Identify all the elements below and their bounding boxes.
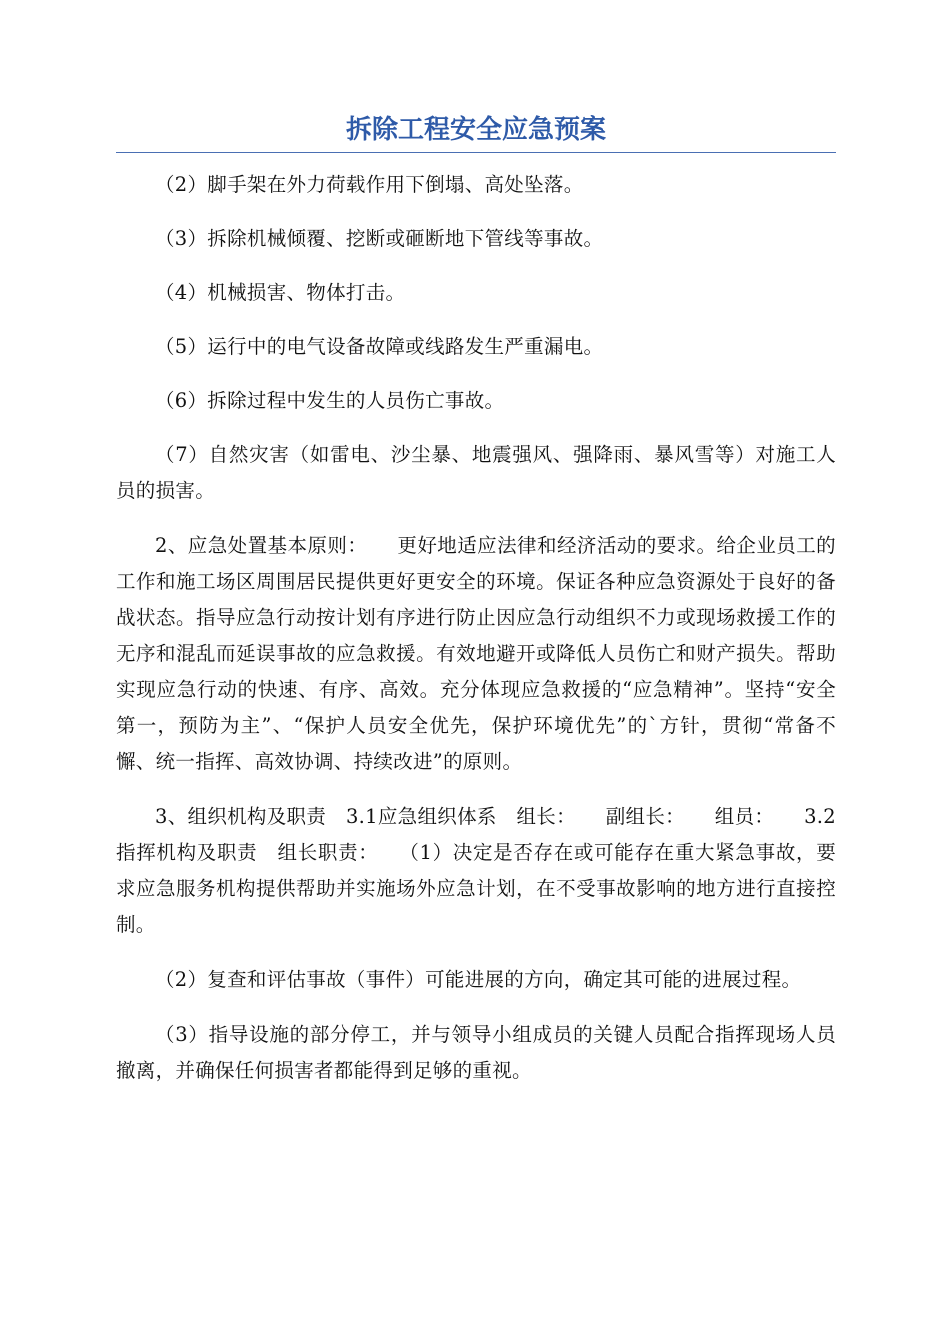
document-title: 拆除工程安全应急预案 (345, 115, 606, 145)
paragraph-item-3: （3）拆除机械倾覆、挖断或砸断地下管线等事故。 (155, 227, 604, 250)
paragraph-item-7: （7）自然灾害（如雷电、沙尘暴、地震强风、强降雨、暴风雪等）对施工人员的损害。 (116, 443, 836, 502)
paragraph-duty-2: （2）复查和评估事故（事件）可能进展的方向，确定其可能的进展过程。 (155, 968, 802, 991)
paragraph-item-6: （6）拆除过程中发生的人员伤亡事故。 (155, 389, 505, 412)
paragraph-organization: 3、组织机构及职责 3.1应急组织体系 组长： 副组长： 组员： 3.2指挥机构及职责 组长职责： （1）决定是否存在或可能存在重大紧急事故，要求应急服务机构提供帮助并实施场外应急计划，在不受事故影响的地方进行直接控制。 (116, 805, 836, 936)
document-page (116, 110, 836, 1108)
paragraph-item-4: （4）机械损害、物体打击。 (155, 281, 406, 304)
paragraph-duty-3: （3）指导设施的部分停工，并与领导小组成员的关键人员配合指挥现场人员撤离，并确保任何损害者都能得到足够的重视。 (116, 1023, 836, 1082)
paragraph-principles: 2、应急处置基本原则： 更好地适应法律和经济活动的要求。给企业员工的工作和施工场区周围居民提供更好更安全的环境。保证各种应急资源处于良好的备战状态。指导应急行动按计划有序进行防止因应急行动组织不力或现场救援工作的无序和混乱而延误事故的应急救援。有效地避开或降低人员伤亡和财产损失。帮助实现应急行动的快速、有序、高效。充分体现应急救援的“应急精神”。坚持“安全第一，预防为主”、“保护人员安全优先，保护环境优先”的`方针，贯彻“常备不懈、统一指挥、高效协调、持续改进”的原则。 (116, 534, 836, 773)
paragraph-item-2: （2）脚手架在外力荷载作用下倒塌、高处坠落。 (155, 173, 584, 196)
title-underline (116, 152, 836, 153)
paragraph-item-5: （5）运行中的电气设备故障或线路发生严重漏电。 (155, 335, 604, 358)
